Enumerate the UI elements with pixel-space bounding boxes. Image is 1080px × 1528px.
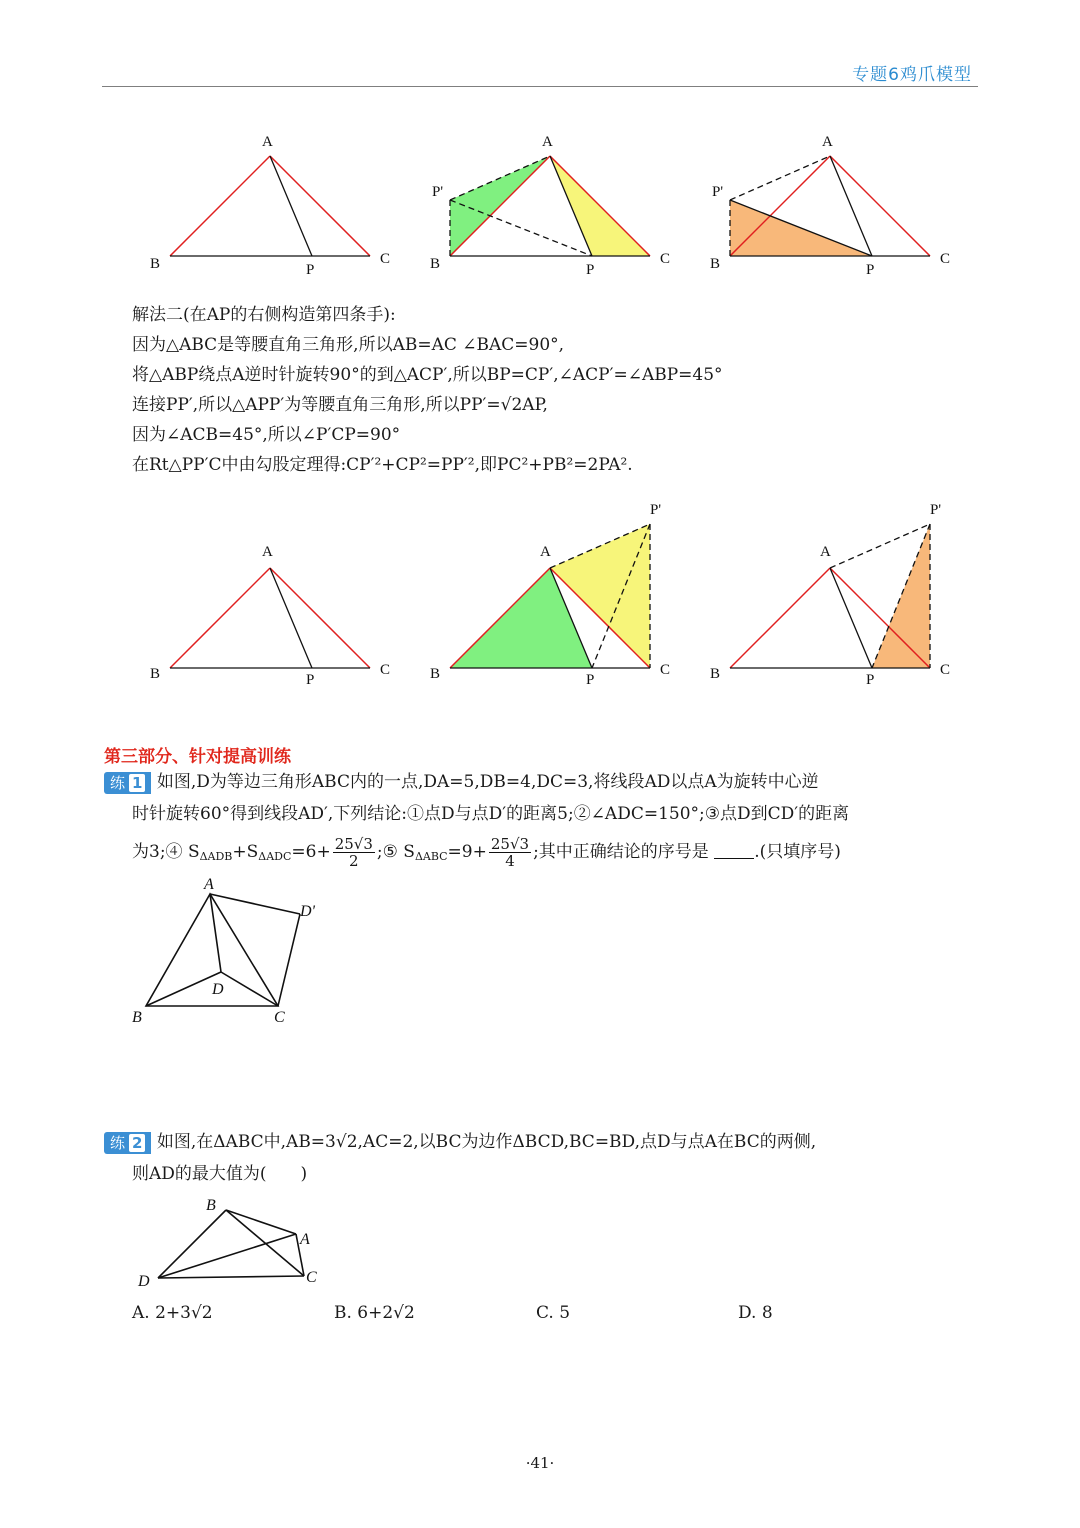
label-p: P <box>866 672 875 688</box>
edge-ac <box>270 568 370 668</box>
exercise-1-text-1: 如图,D为等边三角形ABC内的一点,DA=5,DB=4,DC=3,将线段AD以点A为旋转中心逆 <box>156 772 819 792</box>
exercise-2-line-2: 则AD的最大值为( ) <box>132 1164 308 1184</box>
label-b: B <box>430 256 441 272</box>
label-a: A <box>540 544 551 560</box>
solution-method-two <box>132 300 992 480</box>
exercise-1 <box>104 766 984 873</box>
section-heading: 第三部分、针对提高训练 <box>104 747 291 767</box>
exercise-number: 1 <box>129 774 145 792</box>
label-b: B <box>150 666 161 682</box>
label-d: D <box>212 981 224 998</box>
label-d-prime: D' <box>300 903 315 920</box>
edge-ap <box>270 156 312 256</box>
solution-line-2: 因为△ABC是等腰直角三角形,所以AB=AC ∠BAC=90°, <box>132 335 565 355</box>
label-p: P <box>586 262 595 278</box>
choice-a[interactable]: A. 2+3√2 <box>132 1303 213 1323</box>
label-b: B <box>150 256 161 272</box>
label-a: A <box>822 134 833 150</box>
figure-row2-rotation <box>420 500 680 690</box>
label-b: B <box>206 1197 216 1214</box>
fraction-1: $\frac{25√3}{2}$ <box>334 835 373 870</box>
label-b: B <box>710 666 721 682</box>
label-a: A <box>262 544 273 560</box>
figure-row2-plain-triangle <box>140 500 400 690</box>
edge-ap <box>270 568 312 668</box>
choice-d[interactable]: D. 8 <box>738 1303 773 1323</box>
label-p-prime: P' <box>432 184 444 200</box>
label-c: C <box>380 251 391 267</box>
edge-ba <box>170 568 270 668</box>
figure-row1-plain-triangle <box>140 128 400 278</box>
exercise-2 <box>104 1126 984 1190</box>
label-b: B <box>430 666 441 682</box>
exercise-1-line-3: 为3;④ $S_{\Delta ADB}+S_{\Delta ADC}=6+$ $\frac{25√3}{2}$ ;⑤ $S_{\Delta ABC}=9+$ $\frac{25√3}{4}$ ;其中正确结论的序号是 .(只填序号) <box>132 835 841 870</box>
solution-line-3: 将△ABP绕点A逆时针旋转90°的到△ACP′,所以BP=CP′,∠ACP′=∠ABP=45° <box>132 365 723 385</box>
edge-ap <box>830 568 872 668</box>
label-a: A <box>262 134 273 150</box>
label-p-prime: P' <box>650 502 662 518</box>
figure-row2-right-triangle <box>700 500 960 690</box>
exercise-1-line-2: 时针旋转60°得到线段AD′,下列结论:①点D与点D′的距离5;②∠ADC=150°;③点D到CD′的距离 <box>132 804 850 824</box>
answer-blank[interactable] <box>714 842 754 859</box>
edge-ba <box>730 568 830 668</box>
exercise-1-figure <box>128 874 328 1029</box>
label-a: A <box>542 134 553 150</box>
exercise-number: 2 <box>129 1134 145 1152</box>
header-rule <box>102 86 978 87</box>
edge-ap <box>830 156 872 256</box>
edge-ac <box>270 156 370 256</box>
exercise-2-figure <box>130 1190 340 1290</box>
label-p: P <box>866 262 875 278</box>
label-a: A <box>820 544 831 560</box>
label-c: C <box>306 1269 317 1286</box>
label-d: D <box>138 1273 150 1290</box>
figure-row1-rotation <box>420 128 680 278</box>
edge-ba <box>170 156 270 256</box>
choice-b[interactable]: B. 6+2√2 <box>334 1303 415 1323</box>
solution-line-6: 在Rt△PP′C中由勾股定理得:CP′²+CP²=PP′²,即PC²+PB²=2PA². <box>132 455 633 475</box>
figure-row1-right-triangle <box>700 128 960 278</box>
label-c: C <box>940 662 951 678</box>
label-c: C <box>660 251 671 267</box>
solution-line-1: 解法二(在AP的右侧构造第四条手): <box>132 305 396 325</box>
exercise-2-text-1: 如图,在ΔABC中,AB=3√2,AC=2,以BC为边作ΔBCD,BC=BD,点D与点A在BC的两侧, <box>156 1132 817 1152</box>
edge-ac <box>830 156 930 256</box>
solution-line-4: 连接PP′,所以△APP′为等腰直角三角形,所以PP′=√2AP, <box>132 395 548 415</box>
exercise-badge: 练 2 <box>104 1132 151 1154</box>
exercise-badge: 练 1 <box>104 772 151 794</box>
solution-line-5: 因为∠ACB=45°,所以∠P′CP=90° <box>132 425 401 445</box>
label-p-prime: P' <box>712 184 724 200</box>
fraction-2: $\frac{25√3}{4}$ <box>490 835 530 870</box>
page-header-title: 专题6鸡爪模型 <box>852 65 972 85</box>
exercise-1-line-1 <box>104 766 984 798</box>
label-p: P <box>306 262 315 278</box>
exercise-2-line-1 <box>104 1126 984 1158</box>
page-number: ·41· <box>525 1454 555 1472</box>
label-c: C <box>660 662 671 678</box>
label-a: A <box>204 876 214 893</box>
label-c: C <box>380 662 391 678</box>
label-c: C <box>940 251 951 267</box>
label-b: B <box>132 1009 142 1026</box>
label-p: P <box>306 672 315 688</box>
label-p: P <box>586 672 595 688</box>
label-p-prime: P' <box>930 502 942 518</box>
edge-p-prime-a <box>730 156 830 200</box>
label-a: A <box>300 1231 310 1248</box>
choice-c[interactable]: C. 5 <box>536 1303 571 1323</box>
label-b: B <box>710 256 721 272</box>
label-c: C <box>274 1009 285 1026</box>
